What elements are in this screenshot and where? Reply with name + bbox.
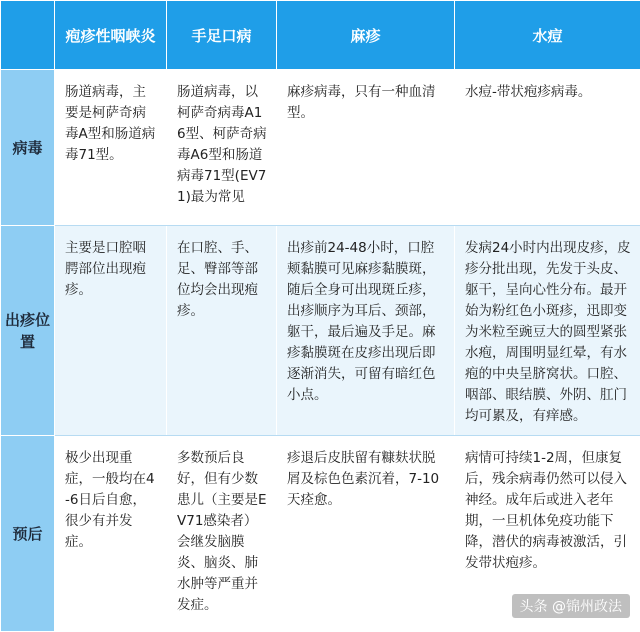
header-hfmd: 手足口病 xyxy=(167,1,277,70)
cell-prognosis-herpangina: 极少出现重症，一般均在4-6日后自愈，很少有并发症。 xyxy=(55,436,167,632)
cell-rash-hfmd: 在口腔、手、足、臀部等部位均会出现疱疹。 xyxy=(167,226,277,436)
cell-prognosis-hfmd: 多数预后良好，但有少数患儿（主要是EV71感染者）会继发脑膜炎、脑炎、肺水肿等严重并发症。 xyxy=(167,436,277,632)
source-watermark: 头条 @锦州政法 xyxy=(512,594,630,618)
cell-virus-herpangina: 肠道病毒，主要是柯萨奇病毒A型和肠道病毒71型。 xyxy=(55,70,167,226)
row-label-virus: 病毒 xyxy=(1,70,55,226)
header-herpangina: 疱疹性咽峡炎 xyxy=(55,1,167,70)
header-measles: 麻疹 xyxy=(277,1,455,70)
header-chickenpox: 水痘 xyxy=(455,1,640,70)
table-row-rash-location xyxy=(1,226,640,436)
table-header-row xyxy=(1,1,640,70)
cell-prognosis-measles: 疹退后皮肤留有糠麸状脱屑及棕色色素沉着，7-10天痊愈。 xyxy=(277,436,455,632)
cell-virus-hfmd: 肠道病毒，以柯萨奇病毒A16型、柯萨奇病毒A6型和肠道病毒71型(EV71)最为常见 xyxy=(167,70,277,226)
cell-rash-chickenpox: 发病24小时内出现皮疹，皮疹分批出现，先发于头皮、躯干，呈向心性分布。最开始为粉红色小斑疹，迅即变为米粒至豌豆大的圆型紧张水疱，周围明显红晕，有水疱的中央呈脐窝状。口腔、咽部、眼结膜、外阴、肛门均可累及，有痒感。 xyxy=(455,226,640,436)
cell-rash-measles: 出疹前24-48小时，口腔颊黏膜可见麻疹黏膜斑，随后全身可出现斑丘疹，出疹顺序为耳后、颈部，躯干，最后遍及手足。麻疹黏膜斑在皮疹出现后即逐渐消失，可留有暗红色小点。 xyxy=(277,226,455,436)
table-row-virus xyxy=(1,70,640,226)
row-label-prognosis: 预后 xyxy=(1,436,55,632)
cell-virus-chickenpox: 水痘-带状疱疹病毒。 xyxy=(455,70,640,226)
cell-prognosis-chickenpox: 病情可持续1-2周，但康复后，残余病毒仍然可以侵入神经。成年后或进入老年期，一旦机体免疫功能下降，潜伏的病毒被激活，引发带状疱疹。 xyxy=(455,436,640,632)
header-corner xyxy=(1,1,55,70)
cell-rash-herpangina: 主要是口腔咽腭部位出现疱疹。 xyxy=(55,226,167,436)
row-label-rash-location: 出疹位置 xyxy=(1,226,55,436)
cell-virus-measles: 麻疹病毒，只有一种血清型。 xyxy=(277,70,455,226)
